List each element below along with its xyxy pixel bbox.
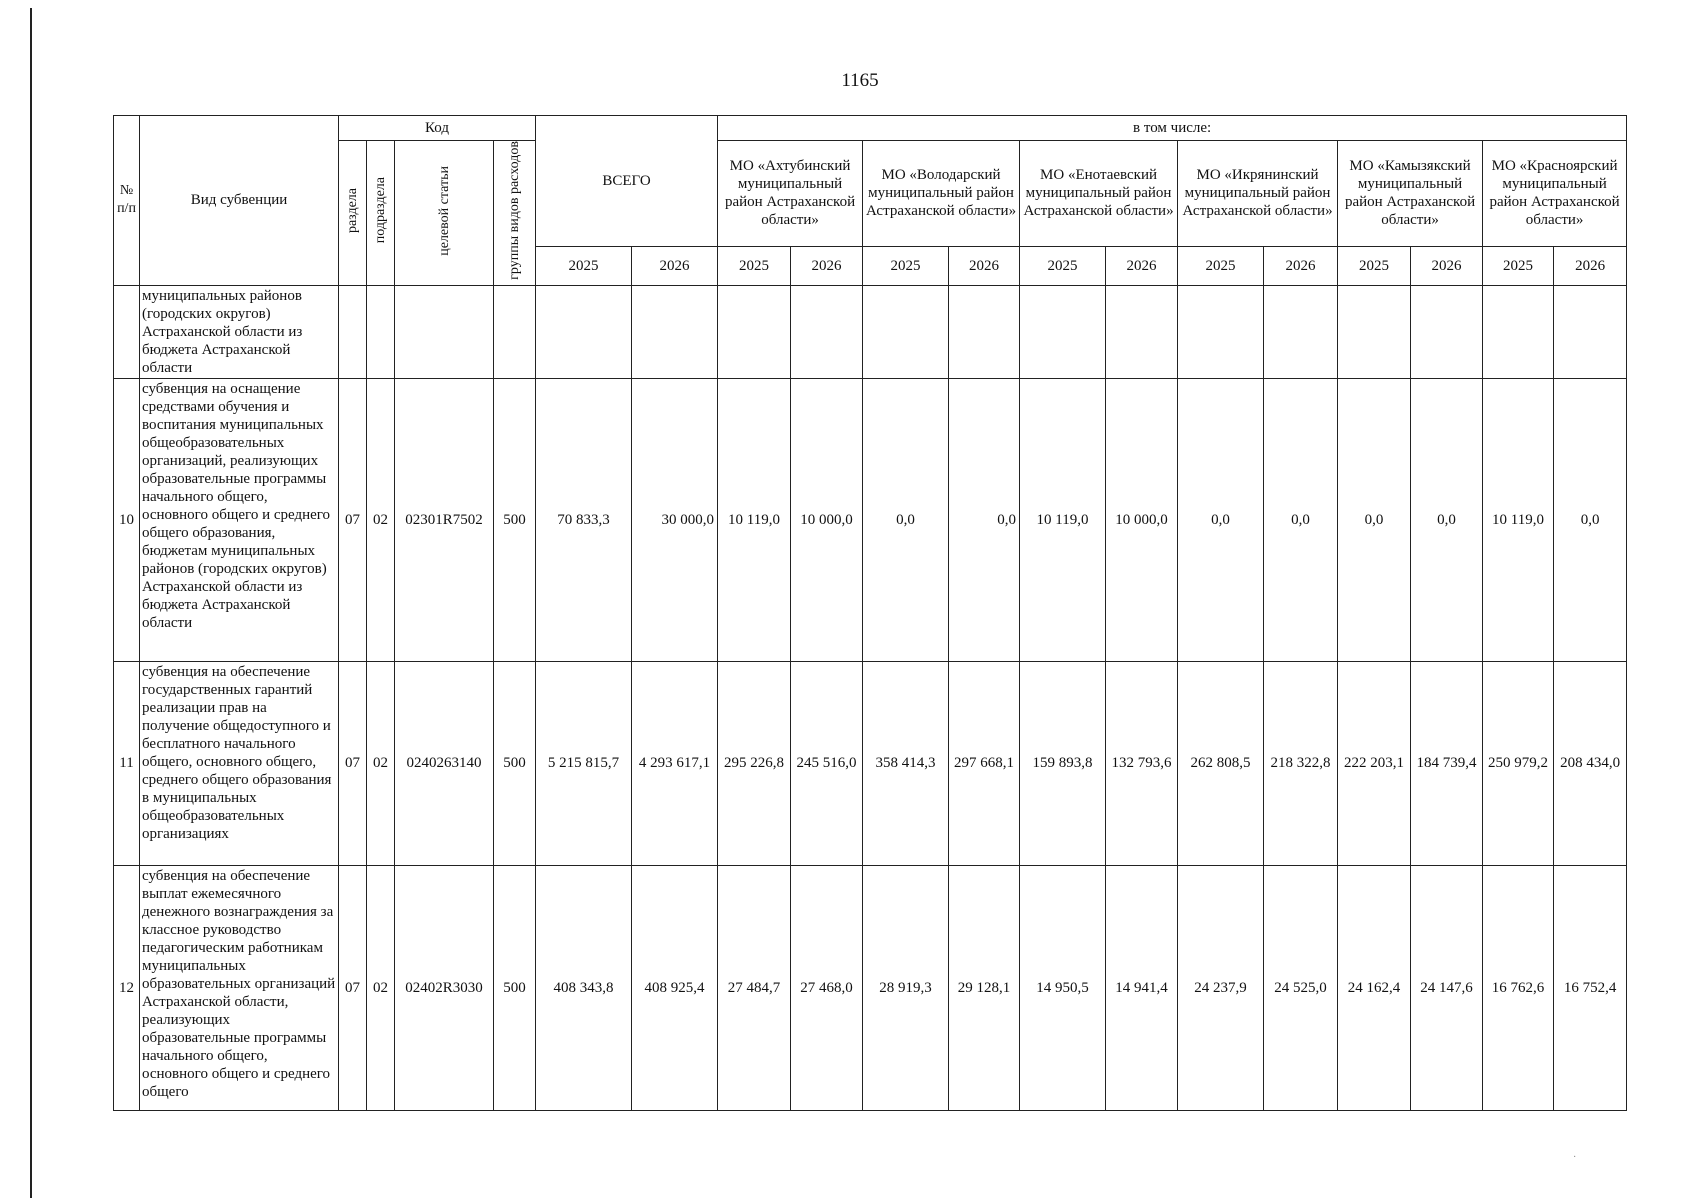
row-value: 27 484,7 xyxy=(718,865,791,1110)
year-krasnoyarsky-2025: 2025 xyxy=(1483,246,1554,285)
row-value-total-2025: 70 833,3 xyxy=(536,378,632,661)
row-value xyxy=(863,285,949,378)
header-code-podrazdel xyxy=(367,141,395,286)
header-code-article-label: целевой статьи xyxy=(436,165,452,256)
row-group: 500 xyxy=(494,378,536,661)
row-value: 184 739,4 xyxy=(1411,661,1483,865)
header-code-podrazdel-label: подраздела xyxy=(373,177,388,244)
row-value: 250 979,2 xyxy=(1483,661,1554,865)
year-total-2025: 2025 xyxy=(536,246,632,285)
row-article: 02301R7502 xyxy=(395,378,494,661)
row-value: 245 516,0 xyxy=(791,661,863,865)
row-value: 24 525,0 xyxy=(1264,865,1338,1110)
row-value xyxy=(1483,285,1554,378)
row-value: 27 468,0 xyxy=(791,865,863,1110)
row-razdel: 07 xyxy=(339,378,367,661)
table-row-10 xyxy=(114,378,1627,661)
year-volodarsky-2025: 2025 xyxy=(863,246,949,285)
table-row-11 xyxy=(114,661,1627,865)
row-value-total-2025: 5 215 815,7 xyxy=(536,661,632,865)
row-article: 0240263140 xyxy=(395,661,494,865)
row-value: 24 147,6 xyxy=(1411,865,1483,1110)
header-code-article xyxy=(395,141,494,286)
row-value xyxy=(718,285,791,378)
row-value: 28 919,3 xyxy=(863,865,949,1110)
left-margin-line xyxy=(30,8,32,1198)
row-value: 297 668,1 xyxy=(949,661,1020,865)
header-mo-enotaevsky: МО «Енотаевский муниципальный район Астраханской области» xyxy=(1020,141,1178,247)
header-code-group xyxy=(494,141,536,286)
row-value: 14 950,5 xyxy=(1020,865,1106,1110)
table-row-12 xyxy=(114,865,1627,1110)
row-razdel: 07 xyxy=(339,661,367,865)
row-value-total-2026: 408 925,4 xyxy=(632,865,718,1110)
row-num xyxy=(114,285,140,378)
row-article: 02402R3030 xyxy=(395,865,494,1110)
row-value xyxy=(1020,285,1106,378)
header-code-razdel xyxy=(339,141,367,286)
row-value xyxy=(1264,285,1338,378)
row-value: 0,0 xyxy=(1264,378,1338,661)
row-podrazdel: 02 xyxy=(367,378,395,661)
page-number: 1165 xyxy=(841,70,879,91)
row-value: 29 128,1 xyxy=(949,865,1020,1110)
year-total-2026: 2026 xyxy=(632,246,718,285)
row-value: 358 414,3 xyxy=(863,661,949,865)
row-value xyxy=(1411,285,1483,378)
row-value: 295 226,8 xyxy=(718,661,791,865)
row-value: 16 762,6 xyxy=(1483,865,1554,1110)
row-value: 0,0 xyxy=(1178,378,1264,661)
row-group: 500 xyxy=(494,865,536,1110)
header-including: в том числе: xyxy=(718,116,1627,141)
header-mo-volodarsky: МО «Володарский муниципальный район Астраханской области» xyxy=(863,141,1020,247)
row-value: 0,0 xyxy=(1338,378,1411,661)
row-value: 10 119,0 xyxy=(1020,378,1106,661)
row-value xyxy=(1338,285,1411,378)
year-ikryaninsky-2026: 2026 xyxy=(1264,246,1338,285)
row-value xyxy=(632,285,718,378)
subvention-table xyxy=(113,115,1627,1111)
row-value: 16 752,4 xyxy=(1554,865,1627,1110)
row-value-total-2026: 30 000,0 xyxy=(632,378,718,661)
header-code-group-label: группы видов расходов xyxy=(507,141,523,280)
year-kamyzyaksky-2026: 2026 xyxy=(1411,246,1483,285)
row-razdel xyxy=(339,285,367,378)
row-value-total-2026: 4 293 617,1 xyxy=(632,661,718,865)
row-value: 14 941,4 xyxy=(1106,865,1178,1110)
row-value: 10 119,0 xyxy=(718,378,791,661)
row-value: 10 119,0 xyxy=(1483,378,1554,661)
row-value: 208 434,0 xyxy=(1554,661,1627,865)
row-value: 24 162,4 xyxy=(1338,865,1411,1110)
year-akhtubinsky-2026: 2026 xyxy=(791,246,863,285)
row-num: 12 xyxy=(114,865,140,1110)
row-group xyxy=(494,285,536,378)
year-enotaevsky-2026: 2026 xyxy=(1106,246,1178,285)
row-value xyxy=(1554,285,1627,378)
row-value xyxy=(536,285,632,378)
year-enotaevsky-2025: 2025 xyxy=(1020,246,1106,285)
header-mo-akhtubinsky: МО «Ахтубинский муниципальный район Астраханской области» xyxy=(718,141,863,247)
row-value: 132 793,6 xyxy=(1106,661,1178,865)
year-ikryaninsky-2025: 2025 xyxy=(1178,246,1264,285)
header-num: № п/п xyxy=(114,116,140,286)
row-value-total-2025: 408 343,8 xyxy=(536,865,632,1110)
row-value: 0,0 xyxy=(1411,378,1483,661)
header-total: ВСЕГО xyxy=(536,116,718,247)
row-name: субвенция на обеспечение государственных гарантий реализации прав на получение общедоступного и бесплатного начального общего, основного общего, среднего общего образования в муниципальных общеобразовательных организациях xyxy=(140,661,339,865)
row-value: 222 203,1 xyxy=(1338,661,1411,865)
table-row-continuation xyxy=(114,285,1627,378)
header-mo-krasnoyarsky: МО «Красноярский муниципальный район Астраханской области» xyxy=(1483,141,1627,247)
year-kamyzyaksky-2025: 2025 xyxy=(1338,246,1411,285)
header-mo-ikryaninsky: МО «Икрянинский муниципальный район Астраханской области» xyxy=(1178,141,1338,247)
row-value: 0,0 xyxy=(949,378,1020,661)
year-volodarsky-2026: 2026 xyxy=(949,246,1020,285)
row-group: 500 xyxy=(494,661,536,865)
scan-speck: · xyxy=(1573,1152,1577,1163)
row-value: 10 000,0 xyxy=(791,378,863,661)
row-value xyxy=(949,285,1020,378)
row-value: 10 000,0 xyxy=(1106,378,1178,661)
row-name: муниципальных районов (городских округов) Астраханской области из бюджета Астраханской области xyxy=(140,285,339,378)
header-code: Код xyxy=(339,116,536,141)
row-name: субвенция на обеспечение выплат ежемесячного денежного вознаграждения за классное руководство педагогическим работникам муниципальных образовательных организаций Астраханской области, реализующих образовательные программы начального общего, основного общего и среднего общего xyxy=(140,865,339,1110)
year-krasnoyarsky-2026: 2026 xyxy=(1554,246,1627,285)
row-value xyxy=(791,285,863,378)
row-name: субвенция на оснащение средствами обучения и воспитания муниципальных общеобразовательных организаций, реализующих образовательные программы начального общего, основного общего и среднего общего образования, бюджетам муниципальных районов (городских округов) Астраханской области из бюджета Астраханской области xyxy=(140,378,339,661)
row-value: 0,0 xyxy=(1554,378,1627,661)
row-num: 11 xyxy=(114,661,140,865)
row-razdel: 07 xyxy=(339,865,367,1110)
row-podrazdel: 02 xyxy=(367,661,395,865)
row-value: 262 808,5 xyxy=(1178,661,1264,865)
row-value xyxy=(1106,285,1178,378)
row-value: 0,0 xyxy=(863,378,949,661)
header-code-razdel-label: раздела xyxy=(345,187,360,233)
year-akhtubinsky-2025: 2025 xyxy=(718,246,791,285)
header-name: Вид субвенции xyxy=(140,116,339,286)
row-podrazdel: 02 xyxy=(367,865,395,1110)
row-num: 10 xyxy=(114,378,140,661)
row-value: 24 237,9 xyxy=(1178,865,1264,1110)
row-value xyxy=(1178,285,1264,378)
row-value: 218 322,8 xyxy=(1264,661,1338,865)
row-value: 159 893,8 xyxy=(1020,661,1106,865)
row-podrazdel xyxy=(367,285,395,378)
row-article xyxy=(395,285,494,378)
header-mo-kamyzyaksky: МО «Камызякский муниципальный район Астраханской области» xyxy=(1338,141,1483,247)
